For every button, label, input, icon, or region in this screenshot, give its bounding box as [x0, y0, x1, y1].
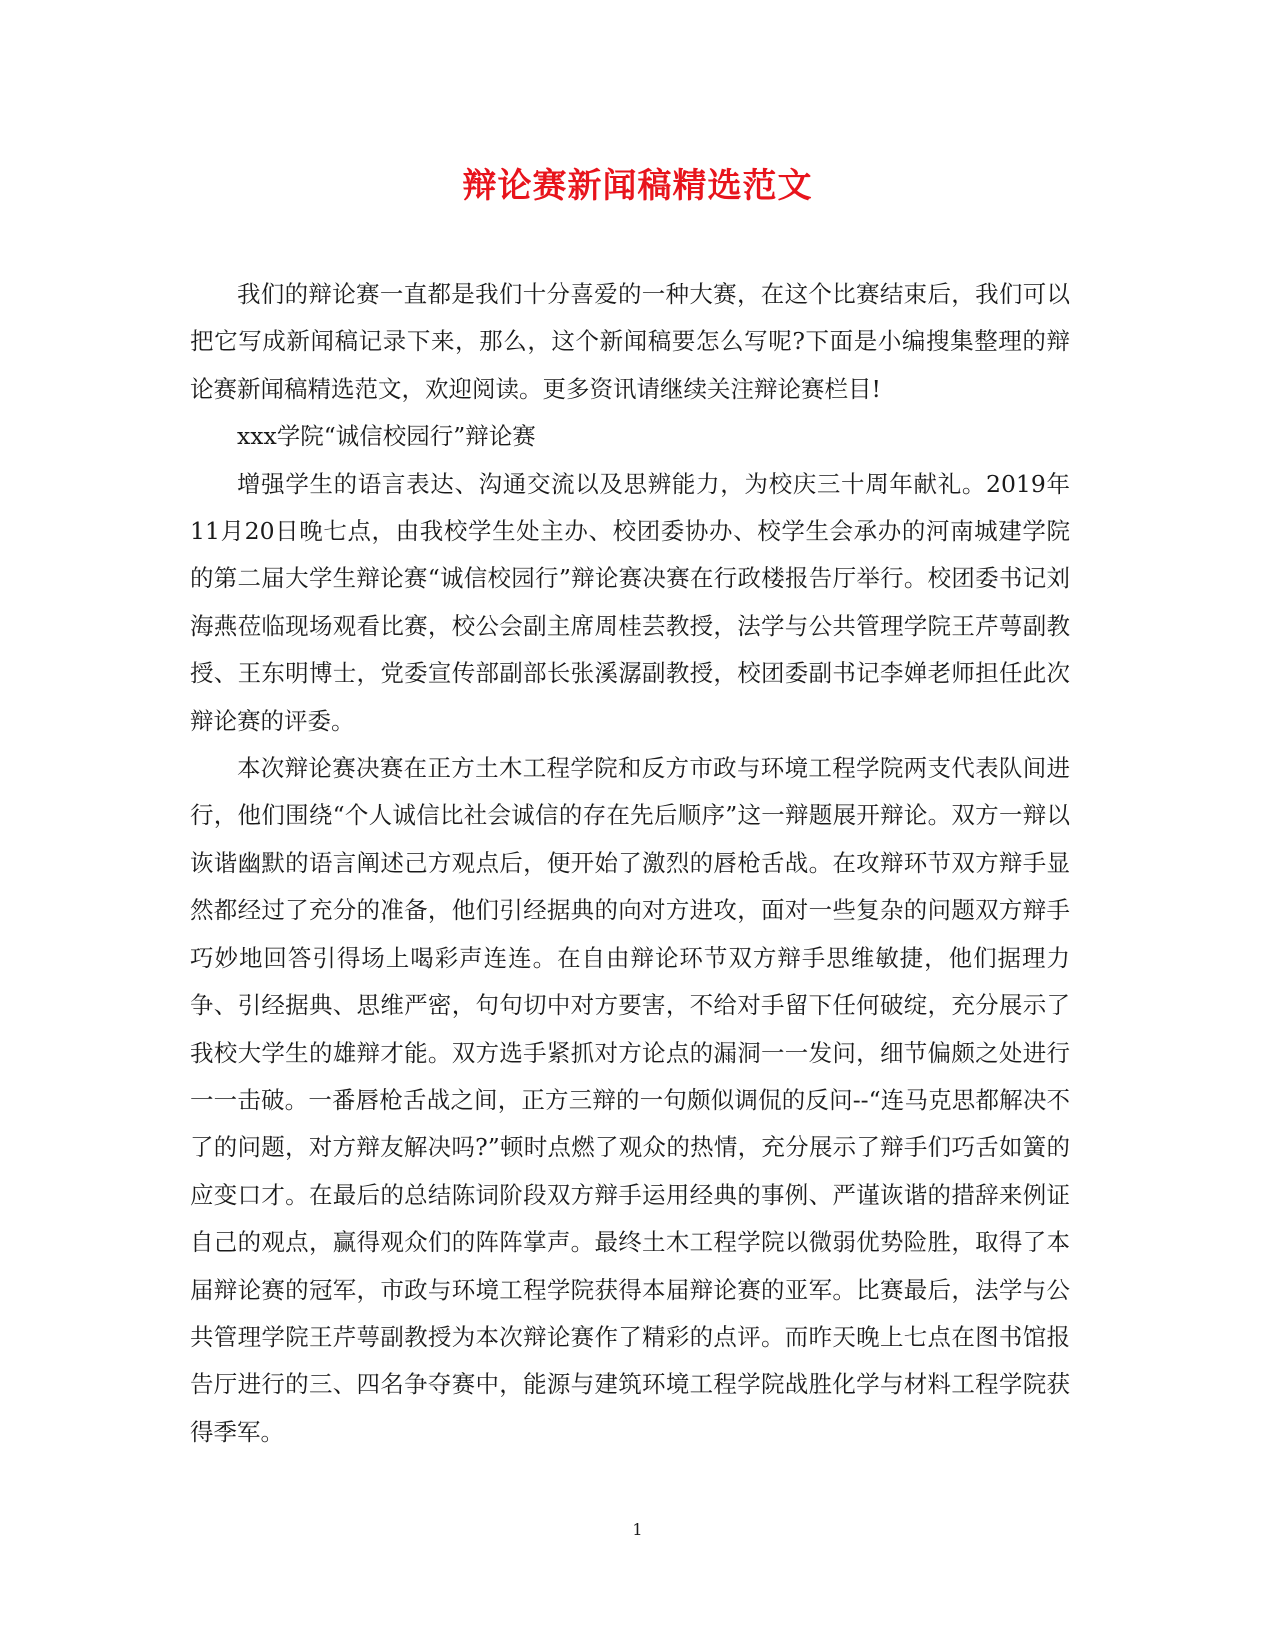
document-title: 辩论赛新闻稿精选范文 [462, 166, 813, 206]
paragraph-subtitle: xxx学院“诚信校园行”辩论赛 [237, 422, 536, 451]
paragraph-final-debate: 本次辩论赛决赛在正方土木工程学院和反方市政与环境工程学院两支代表队间进行，他们围绕“个人诚信比社会诚信的存在先后顺序”这一辩题展开辩论。双方一辩以诙谐幽默的语言阐述己方观点后，便开始了激烈的唇枪舌战。在攻辩环节双方辩手显然都经过了充分的准备，他们引经据典的向对方进攻，面对一些复杂的问题双方辩手巧妙地回答引得场上喝彩声连连。在自由辩论环节双方辩手思维敏捷，他们据理力争、引经据典、思维严密，句句切中对方要害，不给对手留下任何破绽，充分展示了我校大学生的雄辩才能。双方选手紧抓对方论点的漏洞一一发问，细节偏颇之处进行一一击破。一番唇枪舌战之间，正方三辩的一句颇似调侃的反问--“连马克思都解决不了的问题，对方辩友解决吗?”顿时点燃了观众的热情，充分展示了辩手们巧舌如簧的应变口才。在最后的总结陈词阶段双方辩手运用经典的事例、严谨诙谐的措辞来例证自己的观点，赢得观众们的阵阵掌声。最终土木工程学院以微弱优势险胜，取得了本届辩论赛的冠军，市政与环境工程学院获得本届辩论赛的亚军。比赛最后，法学与公共管理学院王芹萼副教授为本次辩论赛作了精彩的点评。而昨天晚上七点在图书馆报告厅进行的三、四名争夺赛中，能源与建筑环境工程学院战胜化学与材料工程学院获得季军。 [190, 754, 1070, 1446]
paragraph-event-info: 增强学生的语言表达、沟通交流以及思辨能力，为校庆三十周年献礼。2019年11月20日晚七点，由我校学生处主办、校团委协办、校学生会承办的河南城建学院的第二届大学生辩论赛“诚信校园行”辩论赛决赛在行政楼报告厅举行。校团委书记刘海燕莅临现场观看比赛，校公会副主席周桂芸教授，法学与公共管理学院王芹萼副教授、王东明博士，党委宣传部副部长张溪潺副教授，校团委副书记李婵老师担任此次辩论赛的评委。 [190, 469, 1070, 735]
document-body [190, 271, 1070, 1456]
paragraph-intro: 我们的辩论赛一直都是我们十分喜爱的一种大赛，在这个比赛结束后，我们可以把它写成新闻稿记录下来，那么，这个新闻稿要怎么写呢?下面是小编搜集整理的辩论赛新闻稿精选范文，欢迎阅读。更多资讯请继续关注辩论赛栏目! [190, 280, 1070, 403]
page-number: 1 [632, 1520, 643, 1539]
